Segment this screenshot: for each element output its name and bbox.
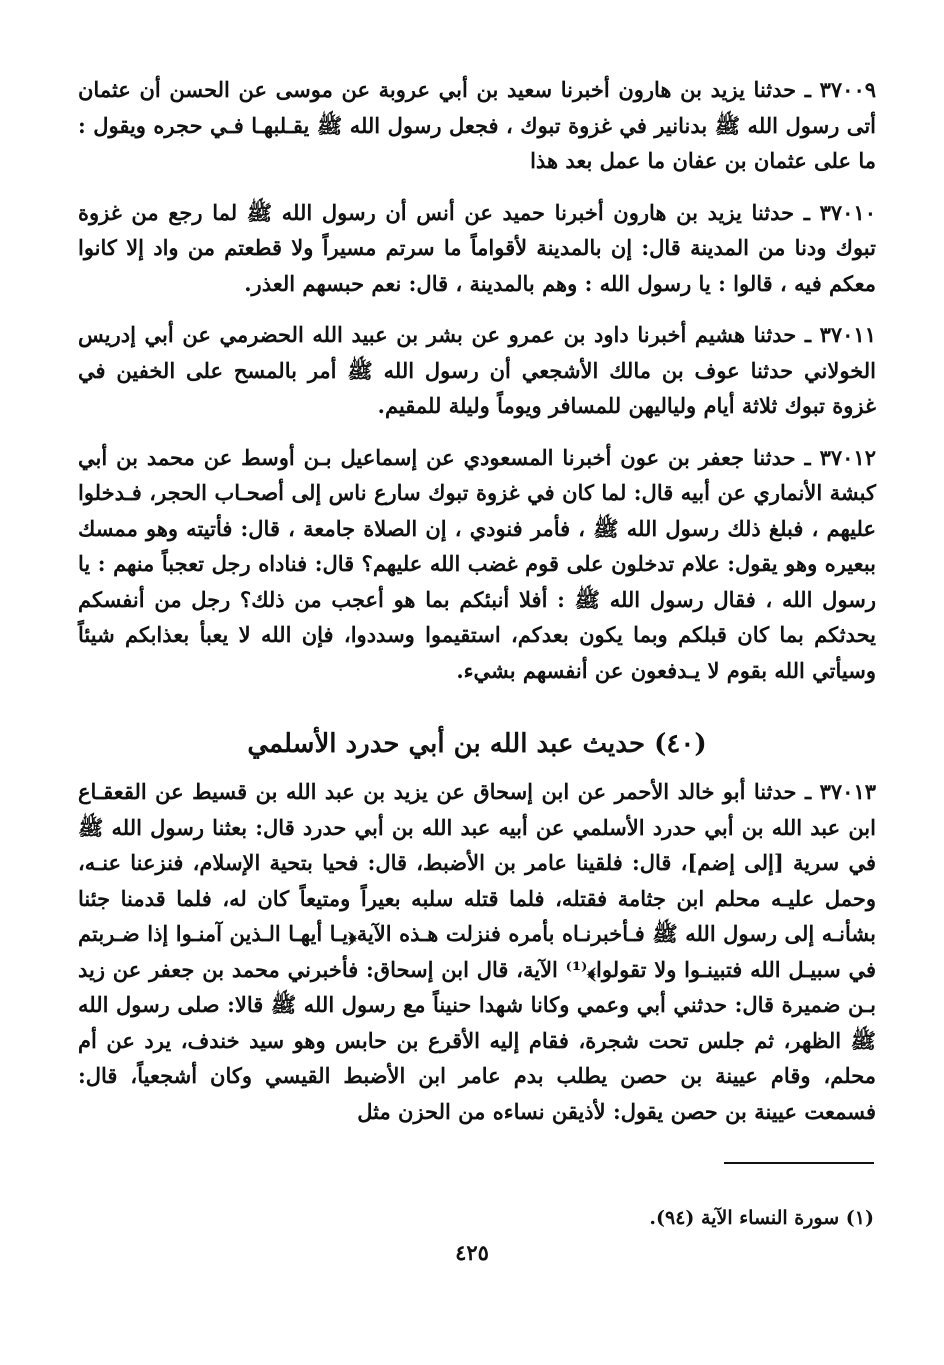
hadith-37010 [78,195,876,302]
footnote: (١) سورة النساء الآية (٩٤). [649,1207,874,1229]
hadith-text: ـ حدثنا جعفر بن عون أخبرنا المسعودي عن إسماعيل بـن أوسط عن محمد بن أبي كبشة الأنماري عن أبيه قال: لما كان في غزوة تبوك سارع ناس إلى أصحـاب الحجر، فـدخلوا عليهم ، فبلغ ذلك رسول الله ﷺ ، فأمر فنودي ، إن الصلاة جامعة ، قال: فأتيته وهو ممسك ببعيره وهو يقول: علام تدخلون على قوم غضب الله عليهم؟ قال: فناداه رجل تعجباً منهم : يا رسول الله ، فقال رسول الله ﷺ : أفلا أنبئكم بما هو أعجب من ذلك؟ رجل من أنفسكم يحدثكم بما كان قبلكم وبما يكون بعدكم، استقيموا وسددوا، فإن الله لا يعبأ بعذابكم شيئاً وسيأتي الله بقوم لا يـدفعون عن أنفسهم بشيء. [78,444,876,683]
hadith-37013 [78,774,876,1129]
footnote-divider [724,1162,874,1164]
page-body [78,72,876,1145]
hadith-number: ٣٧٠١٣ [819,779,877,804]
hadith-text: ـ حدثنا يزيد بن هارون أخبرنا سعيد بن أبي عروبة عن موسى عن الحسن أن عثمان أتى رسول الله ﷺ بدنانير في غزوة تبوك ، فجعل رسول الله ﷺ يقـلبهـا فـي حجره ويقول : ما على عثمان بن عفان ما عمل بعد هذا [78,77,876,173]
hadith-37012 [78,440,876,689]
hadith-number: ٣٧٠١٢ [819,444,876,470]
hadith-number: ٣٧٠١١ [819,322,876,347]
hadith-number: ٣٧٠٠٩ [819,77,877,102]
hadith-text: ـ حدثنا أبو خالد الأحمر عن ابن إسحاق عن يزيد بن عبد الله بن قسيط عن القعقـاع ابن عبد الله بن أبي حدرد الأسلمي عن أبيه عبد الله بن أبي حدرد قال: بعثنا رسول الله ﷺ في سرية [إلى إضم]، قال: فلقينا عامر بن الأضبط، قال: فحيا بتحية الإسلام، فنزعنا عنـه، وحمل عليـه محلم ابن جثامة فقتله، فلما قتله سلبه بعيراً ومتيعاً كان له، فلما قدمنا جئنا بشأنـه إلى رسول الله ﷺ فـأخبرنـاه بأمره فنزلت هـذه الآية﴿يـا أيهـا الـذين آمنـوا إذا ضـربتم في سبيـل الله فتبينـوا ولا تقولوا﴾⁽¹⁾ الآية، قال ابن إسحاق: فأخبرني محمد بن جعفر عن زيد بـن ضميرة قال: حدثني أبي وعمي وكانا شهدا حنيناً مع رسول الله ﷺ قالا: صلى رسول الله ﷺ الظهر، ثم جلس تحت شجرة، فقام إليه الأقرع بن حابس وهو سيد خندف، يرد عن أم محلم، وقام عيينة بن حصن يطلب بدم عامر ابن الأضبط القيسي وكان أشجعياً، قال: فسمعت عيينة بن حصن يقول: لأذيقن نساءه من الحزن مثل [78,779,877,1124]
page-number: ٤٢٥ [455,1240,489,1265]
hadith-text: ـ حدثنا يزيد بن هارون أخبرنا حميد عن أنس أن رسول الله ﷺ لما رجع من غزوة تبوك ودنا من المدينة قال: إن بالمدينة لأقواماً ما سرتم مسيراً ولا قطعتم من واد إلا كانوا معكم فيه ، قالوا : يا رسول الله : وهم بالمدينة ، قال: نعم حبسهم العذر. [78,199,876,296]
section-heading: (٤٠) حديث عبد الله بن أبي حدرد الأسلمي [247,729,707,759]
hadith-text: ـ حدثنا هشيم أخبرنا داود بن عمرو عن بشر بن عبيد الله الحضرمي عن أبي إدريس الخولاني حدثنا عوف بن مالك الأشجعي أن رسول الله ﷺ أمر بالمسح على الخفين في غزوة تبوك ثلاثة أيام ولياليهن للمسافر ويوماً وليلة للمقيم. [78,322,876,418]
hadith-37011 [78,317,876,424]
hadith-37009 [78,72,876,179]
hadith-number: ٣٧٠١٠ [819,199,876,225]
